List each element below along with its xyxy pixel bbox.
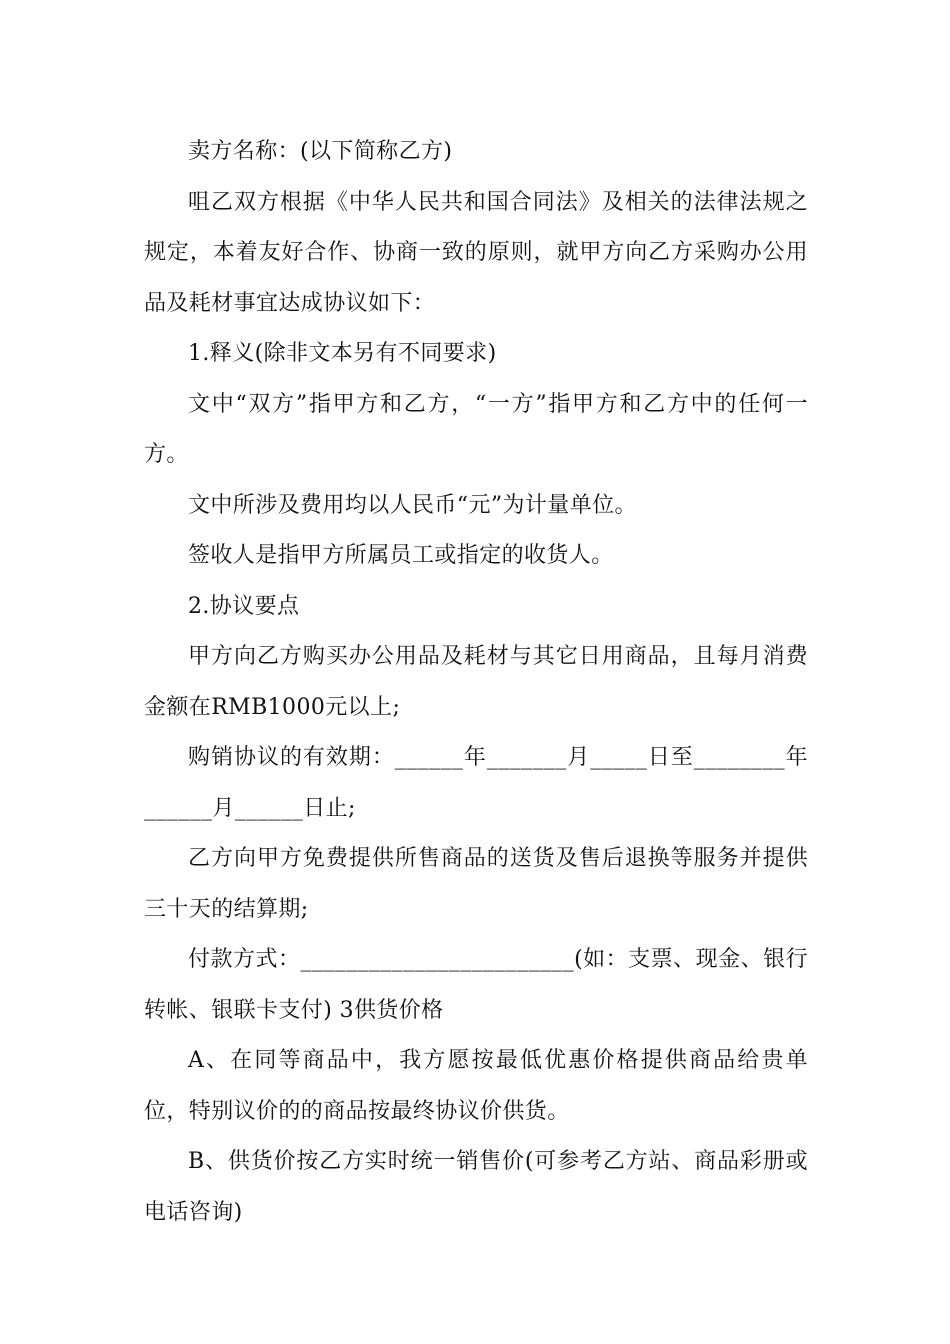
seller-name-line: 卖方名称：(以下简称乙方): [188, 139, 453, 164]
definition-parties: 文中“双方”指甲方和乙方，“一方”指甲方和乙方中的任何一方。: [144, 391, 808, 467]
section-1-heading: 1.释义(除非文本另有不同要求): [188, 341, 497, 366]
definition-recipient: 签收人是指甲方所属员工或指定的收货人。: [188, 543, 614, 568]
preamble-paragraph: 咀乙双方根据《中华人民共和国合同法》及相关的法律法规之规定，本着友好合作、协商一致的原则，就甲方向乙方采购办公用品及耗材事宜达成协议如下：: [144, 189, 808, 316]
definition-currency: 文中所涉及费用均以人民币“元”为计量单位。: [188, 492, 637, 518]
service-terms: 乙方向甲方免费提供所售商品的送货及售后退换等服务并提供三十天的结算期;: [144, 846, 808, 922]
purchase-terms: 甲方向乙方购买办公用品及耗材与其它日用商品，且每月消费金额在RMB1000元以上;: [144, 644, 808, 720]
pricing-clause-b: B、供货价按乙方实时统一销售价(可参考乙方站、商品彩册或电话咨询): [144, 1149, 808, 1225]
pricing-clause-a: A、在同等商品中，我方愿按最低优惠价格提供商品给贵单位，特别议价的的商品按最终协议价供货。: [144, 1048, 808, 1124]
validity-period: 购销协议的有效期：______年_______月_____日至________年______月______日止;: [144, 745, 808, 821]
section-2-heading: 2.协议要点: [188, 593, 300, 619]
payment-method: 付款方式：________________________(如：支票、现金、银行转帐、银联卡支付) 3供货价格: [144, 947, 808, 1023]
document-body: [144, 127, 808, 1238]
